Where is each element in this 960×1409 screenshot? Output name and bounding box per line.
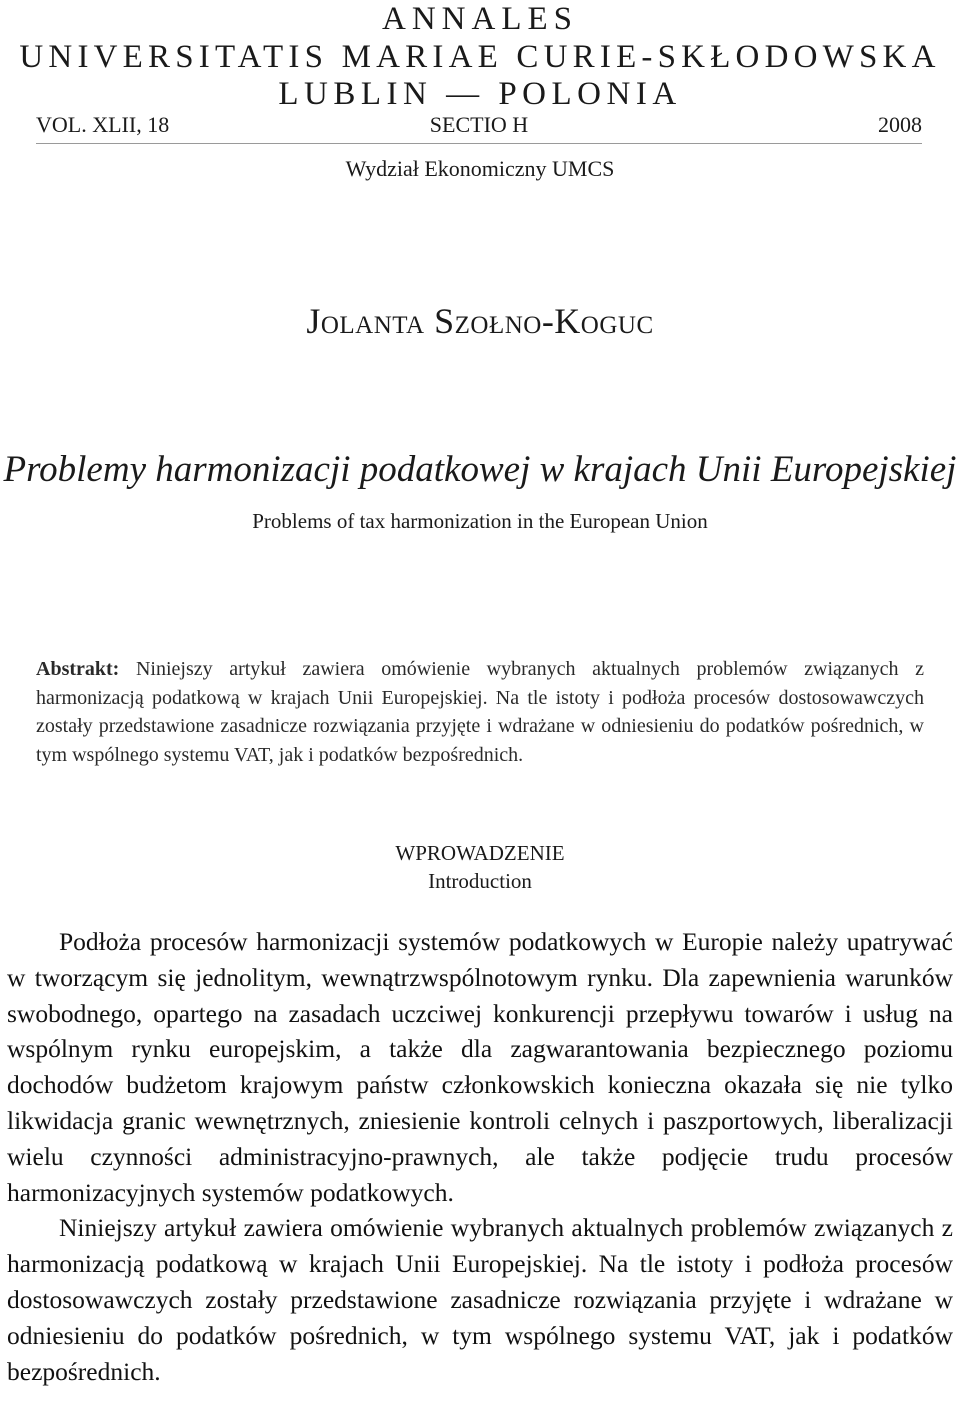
abstract-text: Niniejszy artykuł zawiera omówienie wybranych aktualnych problemów związanych z harmonizacją podatkową w krajach Unii Europejskiej. Na tle istoty i podłoża procesów dostosowawczych zostały przedstawione zasadnicze rozwiązania przyjęte i wdrażane w odniesieniu do podatków pośrednich, w tym wspólnego systemu VAT, jak i podatków bezpośrednich. [36,658,925,766]
body-paragraph-1: Podłoża procesów harmonizacji systemów podatkowych w Europie należy upatrywać w tworzącym się jednolitym, wewnątrzwspólnotowym rynku. Dla zapewnienia warunków swobodnego, opartego na zasadach uczciwej konkurencji przepływu towarów i usług na wspólnym rynku europejskim, a także dla zagwarantowania bezpiecznego poziomu dochodów budżetom krajowym państw członkowskich konieczna okazała się nie tylko likwidacja granic wewnętrznych, zniesienie kontroli celnych i paszportowych, liberalizacji wielu czynności administracyjno-prawnych, ale także podjęcie trudu procesów harmonizacyjnych systemów podatkowych. [7,927,953,1207]
volume-number: VOL. XLII, 18 [36,112,170,137]
body-paragraph-2: Niniejszy artykuł zawiera omówienie wybranych aktualnych problemów związanych z harmonizacją podatkową w krajach Unii Europejskiej. Na tle istoty i podłoża procesów dostosowawczych zostały przedstawione zasadnicze rozwiązania przyjęte i wdrażane w odniesieniu do podatków pośrednich, w tym wspólnego systemu VAT, jak i podatków bezpośrednich. [7,1213,953,1386]
journal-name-line-2: UNIVERSITATIS MARIAE CURIE-SKŁODOWSKA [19,39,941,75]
section-heading: WPROWADZENIE [395,841,565,865]
abstract-label: Abstrakt: [36,658,120,680]
publication-year: 2008 [878,112,922,137]
abstract [36,655,924,769]
journal-name-line-1: ANNALES [382,1,578,37]
journal-name-line-3: LUBLIN — POLONIA [278,76,682,112]
article-title-english: Problems of tax harmonization in the European Union [252,509,708,533]
article-title: Problemy harmonizacji podatkowej w krajach Unii Europejskiej [3,449,957,490]
section-code: SECTIO H [429,112,529,137]
author-name: Jolanta Szołno-Koguc [306,301,654,341]
header-divider [36,143,922,144]
body-text [7,924,953,1389]
section-subheading: Introduction [428,869,532,893]
faculty-name: Wydział Ekonomiczny UMCS [345,156,615,181]
